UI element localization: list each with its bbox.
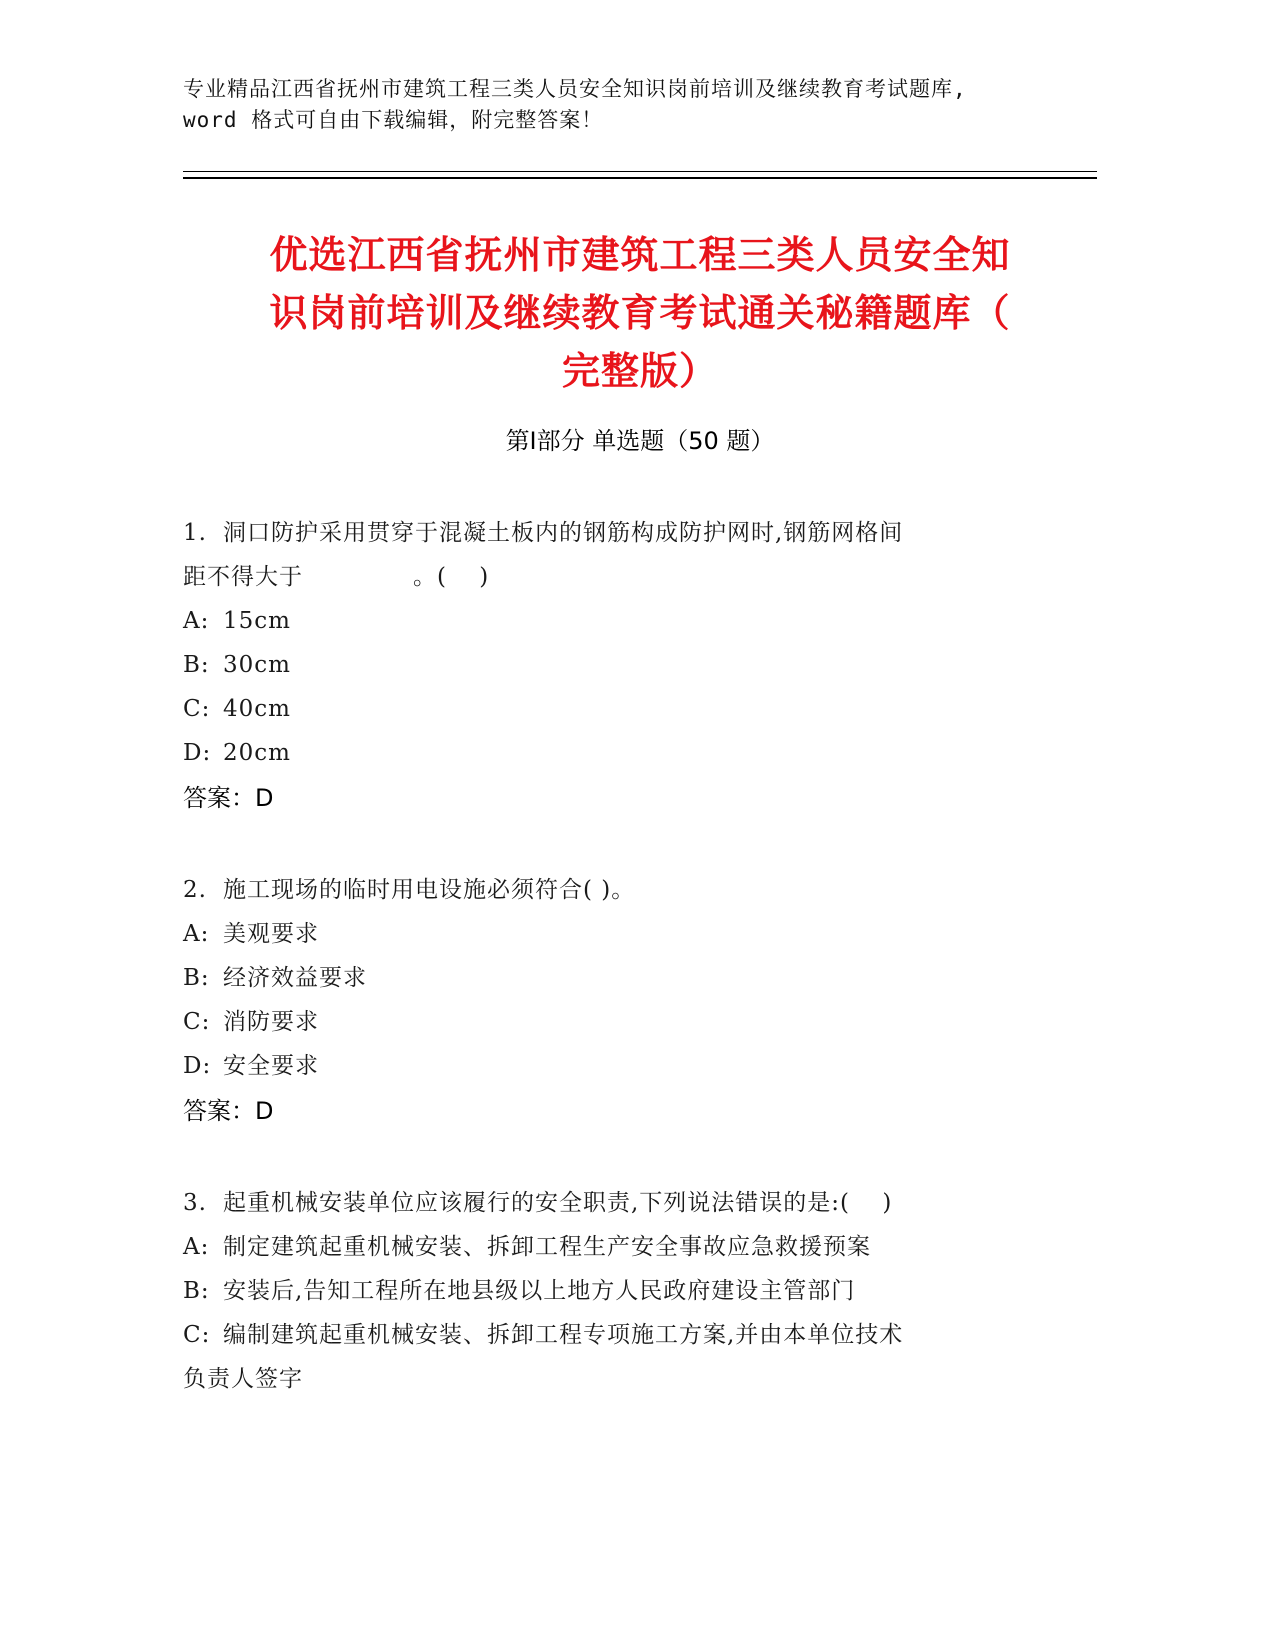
question-stem-text: 。( ) (413, 564, 490, 590)
option-label: B: (183, 652, 210, 678)
option-text: 编制建筑起重机械安装、拆卸工程专项施工方案,并由本单位技术 (223, 1322, 904, 1348)
option-label: C: (183, 696, 211, 722)
option-text: 15cm (223, 608, 291, 634)
option-text: 安全要求 (223, 1053, 319, 1079)
option-b (183, 1269, 1097, 1313)
question-number: 1. (183, 520, 207, 546)
option-d (183, 731, 1097, 775)
question-stem-continued (183, 555, 1097, 599)
question-1 (183, 511, 1097, 821)
question-stem (183, 868, 1097, 912)
question-stem-text: 施工现场的临时用电设施必须符合( )。 (223, 877, 636, 903)
option-c (183, 1313, 1097, 1357)
question-2 (183, 868, 1097, 1134)
option-label: B: (183, 965, 210, 991)
question-stem-text: 起重机械安装单位应该履行的安全职责,下列说法错误的是:( ) (223, 1190, 893, 1216)
option-text: 30cm (223, 652, 291, 678)
option-label: C: (183, 1322, 211, 1348)
question-stem-text: 距不得大于 (183, 564, 303, 590)
option-label: A: (183, 1234, 210, 1260)
question-stem (183, 511, 1097, 555)
option-label: D: (183, 740, 212, 766)
question-stem-text: 洞口防护采用贯穿于混凝土板内的钢筋构成防护网时,钢筋网格间 (223, 520, 904, 546)
option-label: A: (183, 608, 210, 634)
document-title (183, 226, 1097, 400)
section-heading: 第Ⅰ部分 单选题（50 题） (505, 427, 775, 455)
answer-line: 答案：D (183, 1097, 274, 1125)
option-text: 负责人签字 (183, 1366, 303, 1392)
header-divider-thick (183, 177, 1097, 179)
question-list (183, 511, 1097, 1448)
answer-line: 答案：D (183, 784, 274, 812)
question-stem (183, 1181, 1097, 1225)
option-text: 消防要求 (223, 1009, 319, 1035)
title-line-2: 识岗前培训及继续教育考试通关秘籍题库（ (269, 291, 1011, 335)
option-text: 美观要求 (223, 921, 319, 947)
option-label: A: (183, 921, 210, 947)
header-note (183, 74, 1083, 136)
option-c (183, 1000, 1097, 1044)
option-text: 安装后,告知工程所在地县级以上地方人民政府建设主管部门 (223, 1278, 856, 1304)
option-b (183, 643, 1097, 687)
question-3 (183, 1181, 1097, 1401)
option-label: B: (183, 1278, 210, 1304)
option-c-continued (183, 1357, 1097, 1401)
title-line-3: 完整版） (561, 349, 718, 393)
option-label: D: (183, 1053, 212, 1079)
question-number: 2. (183, 877, 207, 903)
option-text: 20cm (223, 740, 291, 766)
question-number: 3. (183, 1190, 207, 1216)
option-c (183, 687, 1097, 731)
option-a (183, 1225, 1097, 1269)
option-label: C: (183, 1009, 211, 1035)
header-note-line-1: 专业精品江西省抚州市建筑工程三类人员安全知识岗前培训及继续教育考试题库, (183, 77, 967, 101)
option-d (183, 1044, 1097, 1088)
option-a (183, 912, 1097, 956)
title-line-1: 优选江西省抚州市建筑工程三类人员安全知 (269, 233, 1011, 277)
option-text: 经济效益要求 (223, 965, 367, 991)
option-a (183, 599, 1097, 643)
option-text: 制定建筑起重机械安装、拆卸工程生产安全事故应急救援预案 (223, 1234, 871, 1260)
header-note-line-2: word 格式可自由下载编辑，附完整答案！ (183, 108, 604, 132)
option-b (183, 956, 1097, 1000)
header-divider-thin (183, 171, 1097, 172)
option-text: 40cm (223, 696, 291, 722)
